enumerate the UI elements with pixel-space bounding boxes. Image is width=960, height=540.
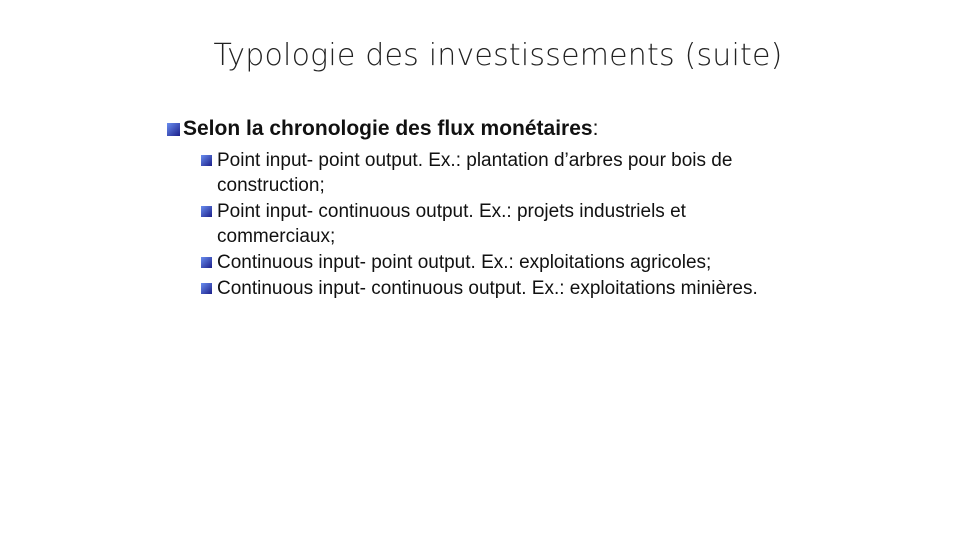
slide-body bbox=[165, 114, 825, 298]
sub-point bbox=[201, 276, 791, 301]
slide-title: Typologie des investissements (suite) bbox=[213, 38, 783, 73]
sub-point-list bbox=[201, 148, 791, 301]
square-bullet-icon bbox=[201, 155, 212, 166]
square-bullet-icon bbox=[167, 123, 180, 136]
square-bullet-icon bbox=[201, 206, 212, 217]
main-point-suffix: : bbox=[592, 117, 599, 140]
sub-point-text: Continuous input- continuous output. Ex.: exploitations minières. bbox=[217, 278, 758, 299]
sub-point bbox=[201, 250, 791, 275]
sub-point-text: Point input- continuous output. Ex.: projets industriels et commerciaux; bbox=[217, 201, 686, 247]
square-bullet-icon bbox=[201, 283, 212, 294]
sub-point bbox=[201, 148, 791, 198]
sub-point-text: Continuous input- point output. Ex.: exploitations agricoles; bbox=[217, 252, 712, 273]
main-point-text: Selon la chronologie des flux monétaires bbox=[183, 117, 593, 140]
sub-point-text: Point input- point output. Ex.: plantation d’arbres pour bois de construction; bbox=[217, 150, 733, 196]
sub-point bbox=[201, 199, 791, 249]
main-point bbox=[165, 114, 825, 144]
square-bullet-icon bbox=[201, 257, 212, 268]
